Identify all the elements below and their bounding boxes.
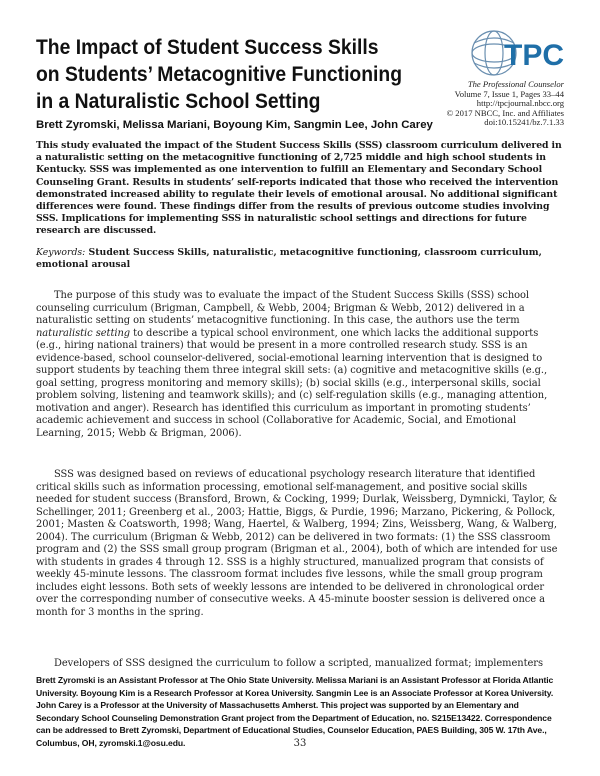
keywords — [36, 247, 564, 271]
author-footnote: Brett Zyromski is an Assistant Professor at The Ohio State University. Melissa Mariani is an Assistant Professor at Florida Atlantic University. Boyoung Kim is a Research Professor at Korea University. Sangmin Lee is an Associate Professor at Korea University. John Carey is a Professor at the University of Massachusetts Amherst. This project was supported by an Elementary and Secondary School Counseling Demonstration Grant project from the Department of Education, no. S215E13422. Correspondence can be addressed to Brett Zyromski, Department of Educational Studies, Counselor Education, PAES Building, 305 W. 17th Ave., Columbus, OH, zyromski.1@osu.edu. — [36, 674, 564, 750]
body-paragraph-3-container — [36, 658, 564, 672]
journal-copyright: © 2017 NBCC, Inc. and Affiliates — [446, 107, 564, 118]
journal-name: The Professional Counselor — [467, 79, 564, 89]
tpc-logo — [468, 25, 568, 81]
abstract: This study evaluated the impact of the Student Success Skills (SSS) classroom curriculum delivered in a naturalistic setting on the metacognitive functioning of 2,725 middle and high school students in Kentucky. SSS was implemented as one intervention to fulfill an Elementary and Secondary School Counseling Grant. Results in students’ self-reports indicated that those who received the intervention demonstrated increased ability to regulate their levels of emotional arousal. No additional significant differences were found. These findings differ from the results of previous outcome studies involving SSS. Implications for implementing SSS in naturalistic school settings and directions for future research are discussed. — [36, 140, 562, 237]
page-number: 33 — [293, 738, 307, 749]
article-title: The Impact of Student Success Skills on Students’ Metacognitive Functioning in a Naturalistic School Setting — [36, 36, 403, 113]
body-paragraph-3: Developers of SSS designed the curriculum to follow a scripted, manualized format; implementers — [54, 658, 543, 669]
journal-doi[interactable]: doi:10.15241/bz.7.1.33 — [484, 117, 564, 128]
emphasis-term: naturalistic setting — [36, 327, 131, 339]
journal-volume: Volume 7, Issue 1, Pages 33–44 — [454, 88, 564, 99]
body-paragraph-1 — [36, 290, 564, 440]
paragraph-text: The purpose of this study was to evaluate the impact of the Student Success Skills (SSS) school counseling curriculum (Brigman, Campbell, & Webb, 2004; Brigman & Webb, 2012) delivered in a naturalistic setting on students’ metacognitive functioning. In this case, the authors use the term — [36, 290, 530, 326]
journal-url[interactable]: http://tpcjournal.nbcc.org — [476, 98, 564, 109]
logo-text: TPC — [504, 39, 564, 72]
paragraph-text: to describe a typical school environment, one which lacks the additional supports (e.g., hiring national trainers) that would be present in a more controlled research study. SSS is an evidence-based, school counselor-delivered, social-emotional learning intervention that is designed to support students by teaching them three integral skill sets: (a) cognitive and metacognitive skills (e.g., goal setting, progress monitoring and memory skills); (b) social skills (e.g., interpersonal skills, social problem solving, listening and teamwork skills); and (c) self-regulation skills (e.g., managing attention, motivation and anger). Research has identified this curriculum as important in promoting students’ academic achievement and success in school (Collaborative for Academic, Social, and Emotional Learning, 2015; Webb & Brigman, 2006). — [36, 327, 548, 439]
body-paragraph-2: SSS was designed based on reviews of educational psychology research literature that identified critical skills such as information processing, emotional self-management, and positive social skills needed for student success (Bransford, Brown, & Cocking, 1999; Durlak, Weissberg, Dymnicki, Taylor, & Schellinger, 2011; Greenberg et al., 2003; Hattie, Biggs, & Purdie, 1996; Marzano, Pickering, & Pollock, 2001; Masten & Coatsworth, 1998; Wang, Haertel, & Walberg, 1994; Zins, Weissberg, Wang, & Walberg, 2004). The curriculum (Brigman & Webb, 2012) can be delivered in two formats: (1) the SSS classroom program and (2) the SSS small group program (Brigman et al., 2004), both of which are intended for use with students in grades 4 through 12. SSS is a highly structured, manualized program that consists of weekly 45-minute lessons. The classroom format includes five lessons, while the small group program includes eight lessons. Both sets of weekly lessons are intended to be delivered in chronological order over the corresponding number of consecutive weeks. A 45-minute booster session is delivered once a month for 3 months in the spring. — [36, 469, 558, 618]
keywords-text: Student Success Skills, naturalistic, metacognitive functioning, classroom curriculum, emotional arousal — [36, 247, 542, 271]
authors: Brett Zyromski, Melissa Mariani, Boyoung Kim, Sangmin Lee, John Carey — [36, 119, 433, 131]
keywords-label: Keywords: — [36, 247, 86, 258]
